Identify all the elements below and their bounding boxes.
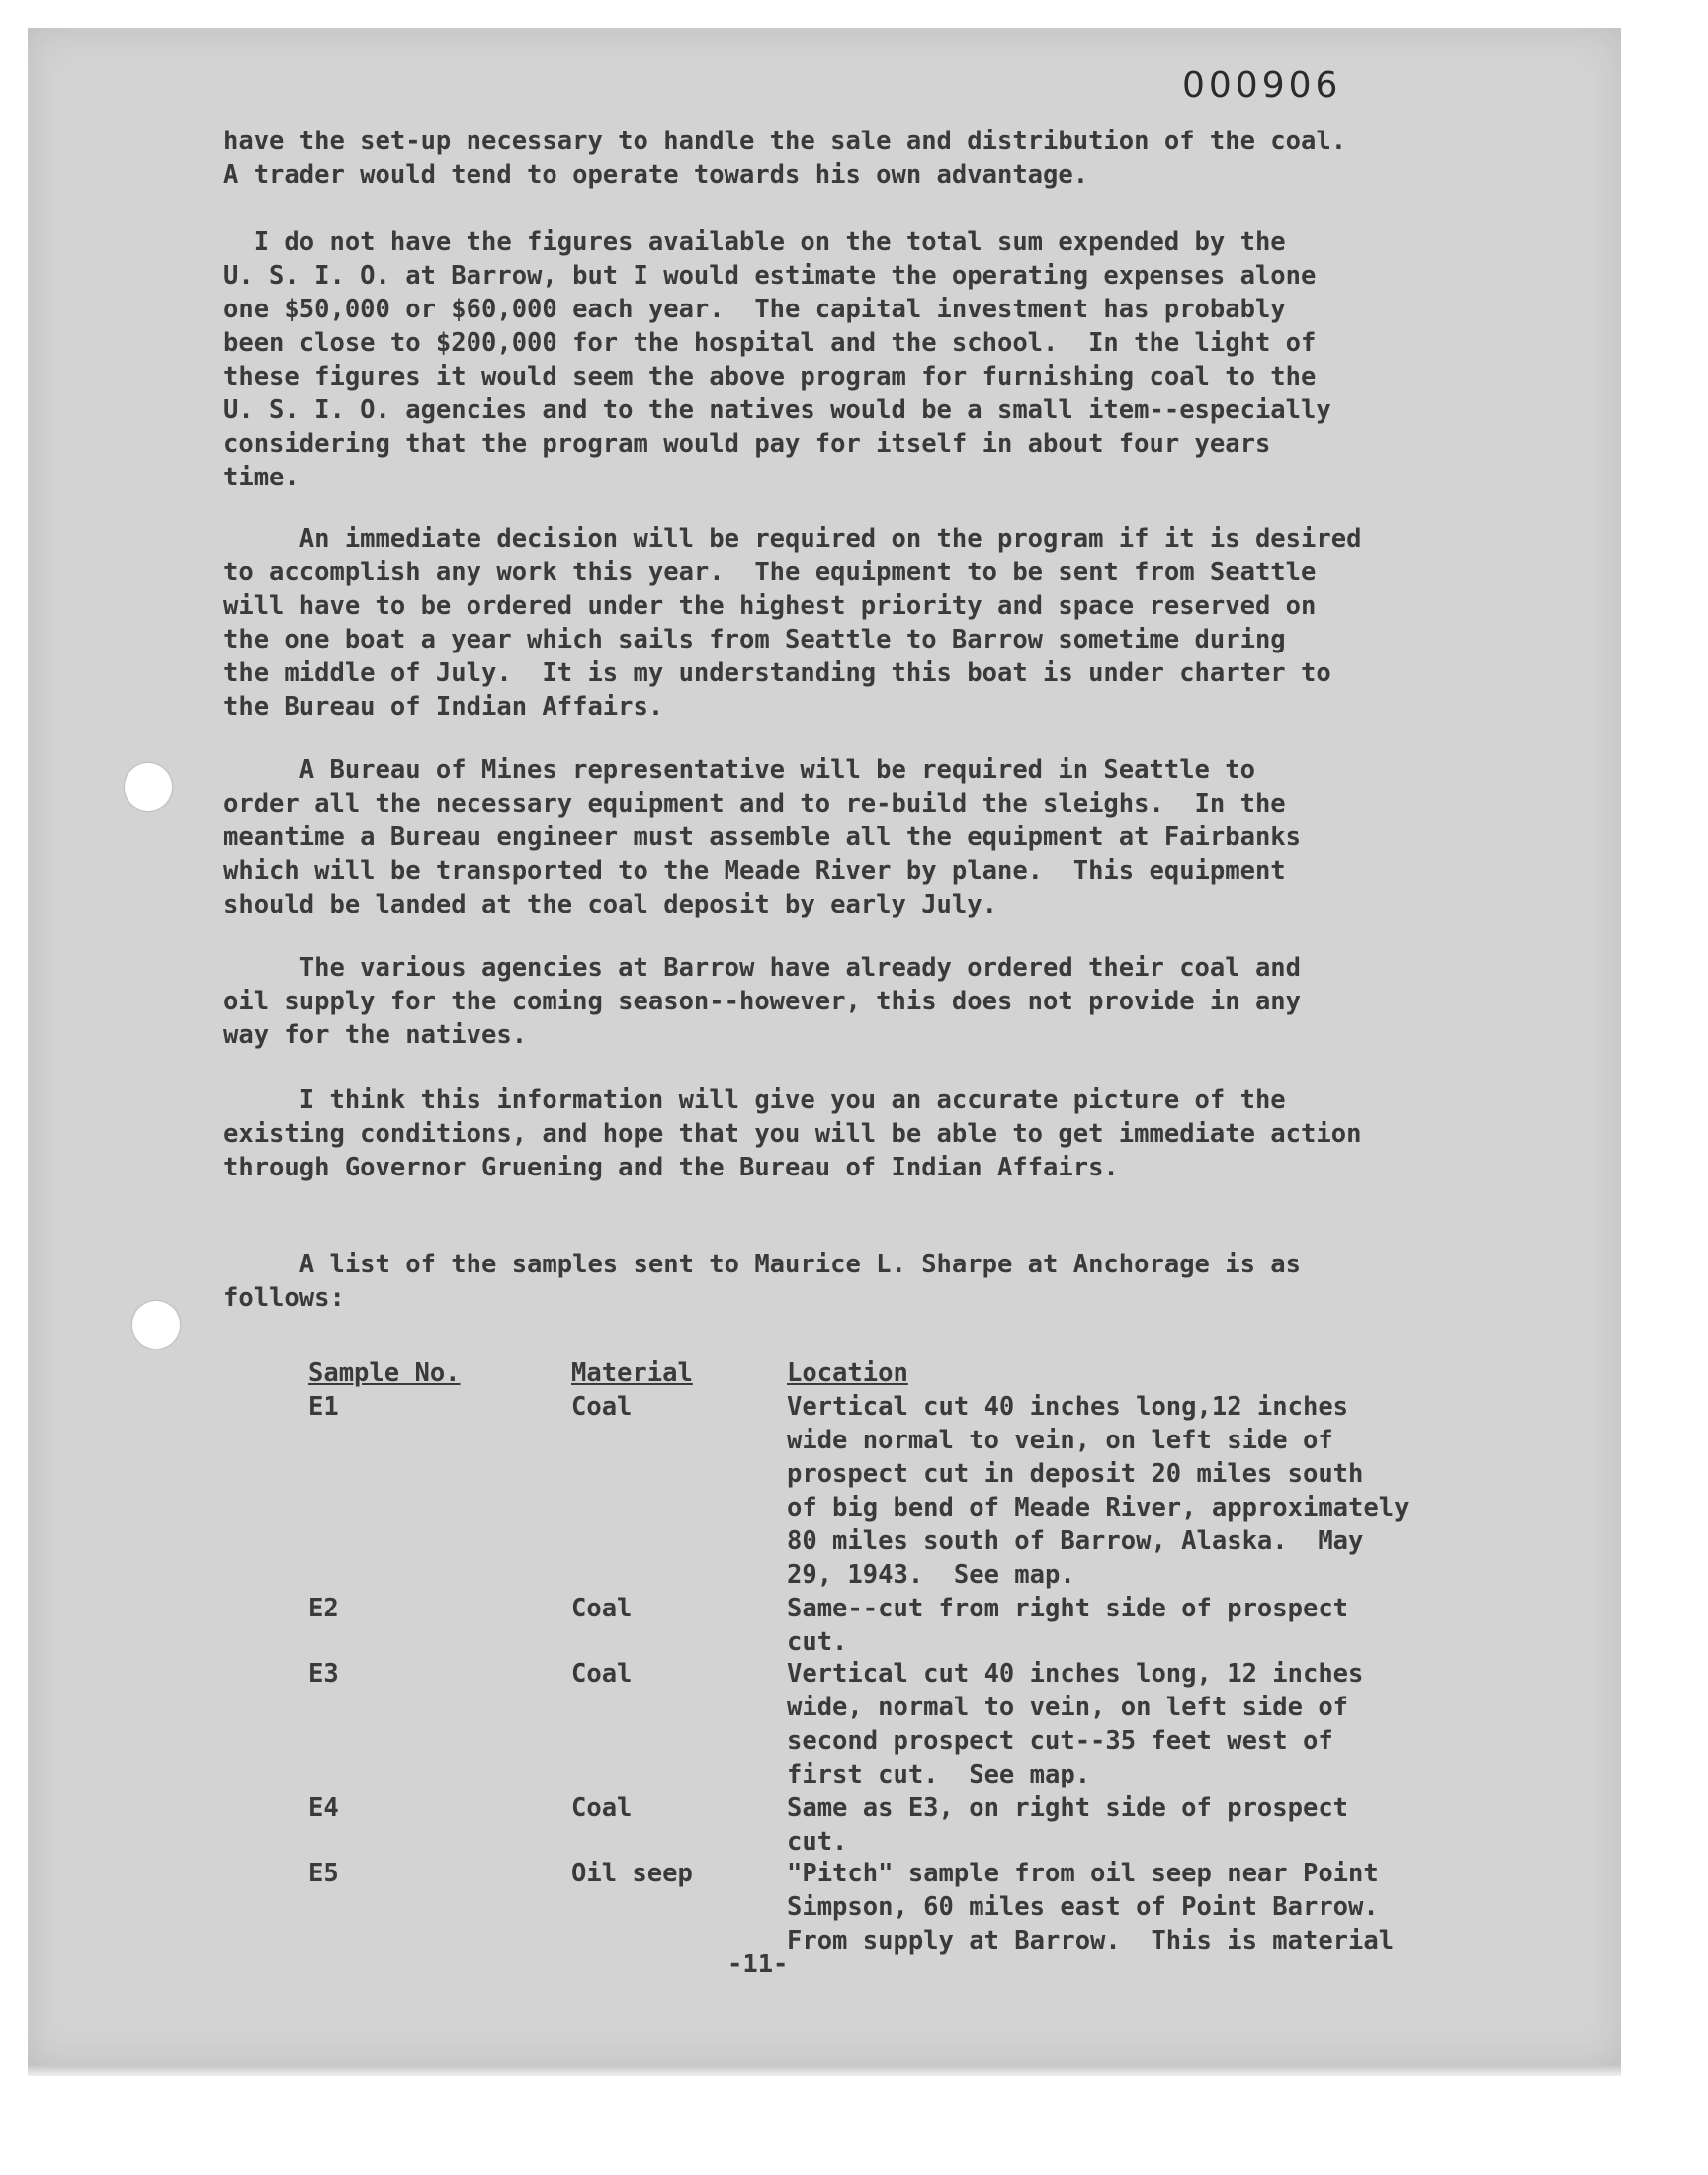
sample-location: Vertical cut 40 inches long,12 inches wide normal to vein, on left side of prospect cut in deposit 20 miles south of big bend of Meade River, approximately 80 miles south of Barrow, Alaska. May 29, 1943. See map. <box>787 1392 1409 1590</box>
page-number: -11- <box>727 1950 789 1979</box>
column-header-sample-no: Sample No. <box>308 1358 461 1388</box>
sample-material: Coal <box>571 1392 633 1422</box>
paragraph-information: I think this information will give you an accurate picture of the existing conditions, and hope that you will be able to get immediate action through Governor Gruening and the Bureau of Indian Affairs. <box>223 1086 1362 1182</box>
paragraph-expenditure: I do not have the figures available on the total sum expended by the U. S. I. O. at Barrow, but I would estimate the operating expenses alone one $50,000 or $60,000 each year. The capital investment has probably been close to $200,000 for the hospital and the school. In the light of these figures it would seem the above program for furnishing coal to the U. S. I. O. agencies and to the natives would be a small item--especially considering that the program would pay for itself in about four years time. <box>223 227 1331 492</box>
sample-number: E1 <box>308 1392 339 1422</box>
punch-hole-lower <box>132 1301 180 1348</box>
column-header-material: Material <box>571 1358 693 1388</box>
sample-material: Coal <box>571 1659 633 1689</box>
punch-hole-upper <box>125 763 172 811</box>
sample-location: "Pitch" sample from oil seep near Point Simpson, 60 miles east of Point Barrow. From supply at Barrow. This is material <box>787 1859 1395 1956</box>
sample-number: E4 <box>308 1793 339 1823</box>
sample-number: E3 <box>308 1659 339 1689</box>
sample-location: Same as E3, on right side of prospect cut. <box>787 1793 1349 1857</box>
sample-location: Same--cut from right side of prospect cut. <box>787 1594 1349 1657</box>
paragraph-bureau-representative: A Bureau of Mines representative will be required in Seattle to order all the necessary equipment and to re-build the sleighs. In the meantime a Bureau engineer must assemble all the equipment at Fairbanks which will be transported to the Meade River by plane. This equipment should be landed at the coal deposit by early July. <box>223 755 1302 919</box>
column-header-location: Location <box>787 1358 908 1388</box>
paragraph-agencies: The various agencies at Barrow have already ordered their coal and oil supply for the coming season--however, this does not provide in any way for the natives. <box>223 953 1302 1050</box>
paragraph-sample-list-intro: A list of the samples sent to Maurice L. Sharpe at Anchorage is as follows: <box>223 1250 1302 1313</box>
sample-location: Vertical cut 40 inches long, 12 inches wide, normal to vein, on left side of second prospect cut--35 feet west of first cut. See map. <box>787 1659 1364 1789</box>
sample-number: E5 <box>308 1859 339 1888</box>
sample-number: E2 <box>308 1594 339 1623</box>
sample-material: Coal <box>571 1793 633 1823</box>
document-control-number: 000906 <box>1182 65 1342 106</box>
page-bottom-edge <box>28 2066 1621 2076</box>
paragraph-decision: An immediate decision will be required on the program if it is desired to accomplish any work this year. The equipment to be sent from Seattle will have to be ordered under the highest priority and space reserved on the one boat a year which sails from Seattle to Barrow sometime during the middle of July. It is my understanding this boat is under charter to the Bureau of Indian Affairs. <box>223 524 1362 722</box>
paragraph-continued: have the set-up necessary to handle the sale and distribution of the coal. A trader would tend to operate towards his own advantage. <box>223 127 1347 190</box>
sample-material: Oil seep <box>571 1859 693 1888</box>
sample-material: Coal <box>571 1594 633 1623</box>
